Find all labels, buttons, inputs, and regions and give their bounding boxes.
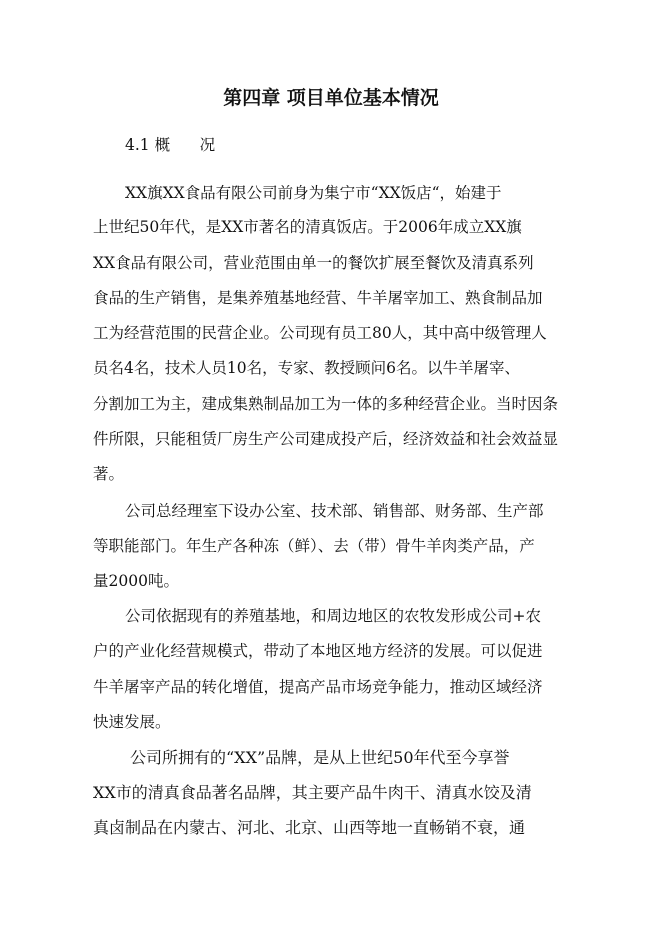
text-line: 件所限，只能租赁厂房生产公司建成投产后，经济效益和社会效益显 (93, 430, 559, 448)
text-line: 户的产业化经营规模式，带动了本地区地方经济的发展。可以促进 (93, 642, 543, 660)
text-line: 食品的生产销售，是集养殖基地经营、牛羊屠宰加工、熟食制品加 (93, 289, 543, 307)
section-heading: 4.1 概 况 (125, 136, 216, 154)
text-line: 员名4名，技术人员10名，专家、教授顾问6名。以牛羊屠宰、 (93, 359, 520, 377)
text-line: XX市的清真食品著名品牌，其主要产品牛肉干、清真水饺及清 (93, 783, 532, 802)
text-line: 等职能部门。年生产各种冻（鲜）、去（带）骨牛羊肉类产品，产 (93, 537, 535, 555)
text-line: 牛羊屠宰产品的转化增值，提高产品市场竞争能力，推动区域经济 (93, 678, 543, 696)
text-line: 公司依据现有的养殖基地，和周边地区的农牧发形成公司+农 (125, 607, 541, 625)
text-line: 分割加工为主，建成集熟制品加工为一体的多种经营企业。当时因条 (93, 395, 559, 413)
text-line: 上世纪50年代，是XX市著名的清真饭店。于2006年成立XX旗 (93, 218, 522, 236)
text-line: 工为经营范围的民营企业。公司现有员工80人，其中高中级管理人 (93, 324, 547, 342)
text-line: XX食品有限公司，营业范围由单一的餐饮扩展至餐饮及清真系列 (93, 254, 534, 272)
text-line: 公司所拥有的“XX”品牌，是从上世纪50年代至今享誉 (130, 748, 510, 767)
text-line: 著。 (93, 465, 125, 483)
text-line: 快速发展。 (93, 713, 171, 731)
text-line: 公司总经理室下设办公室、技术部、销售部、财务部、生产部 (125, 502, 544, 520)
text-line: 量2000吨。 (93, 572, 179, 590)
text-line: XX旗XX食品有限公司前身为集宁市“XX饭店“，始建于 (125, 184, 502, 202)
chapter-title: 第四章 项目单位基本情况 (223, 87, 439, 109)
text-line: 真卤制品在内蒙古、河北、北京、山西等地一直畅销不衰，通 (93, 818, 526, 837)
